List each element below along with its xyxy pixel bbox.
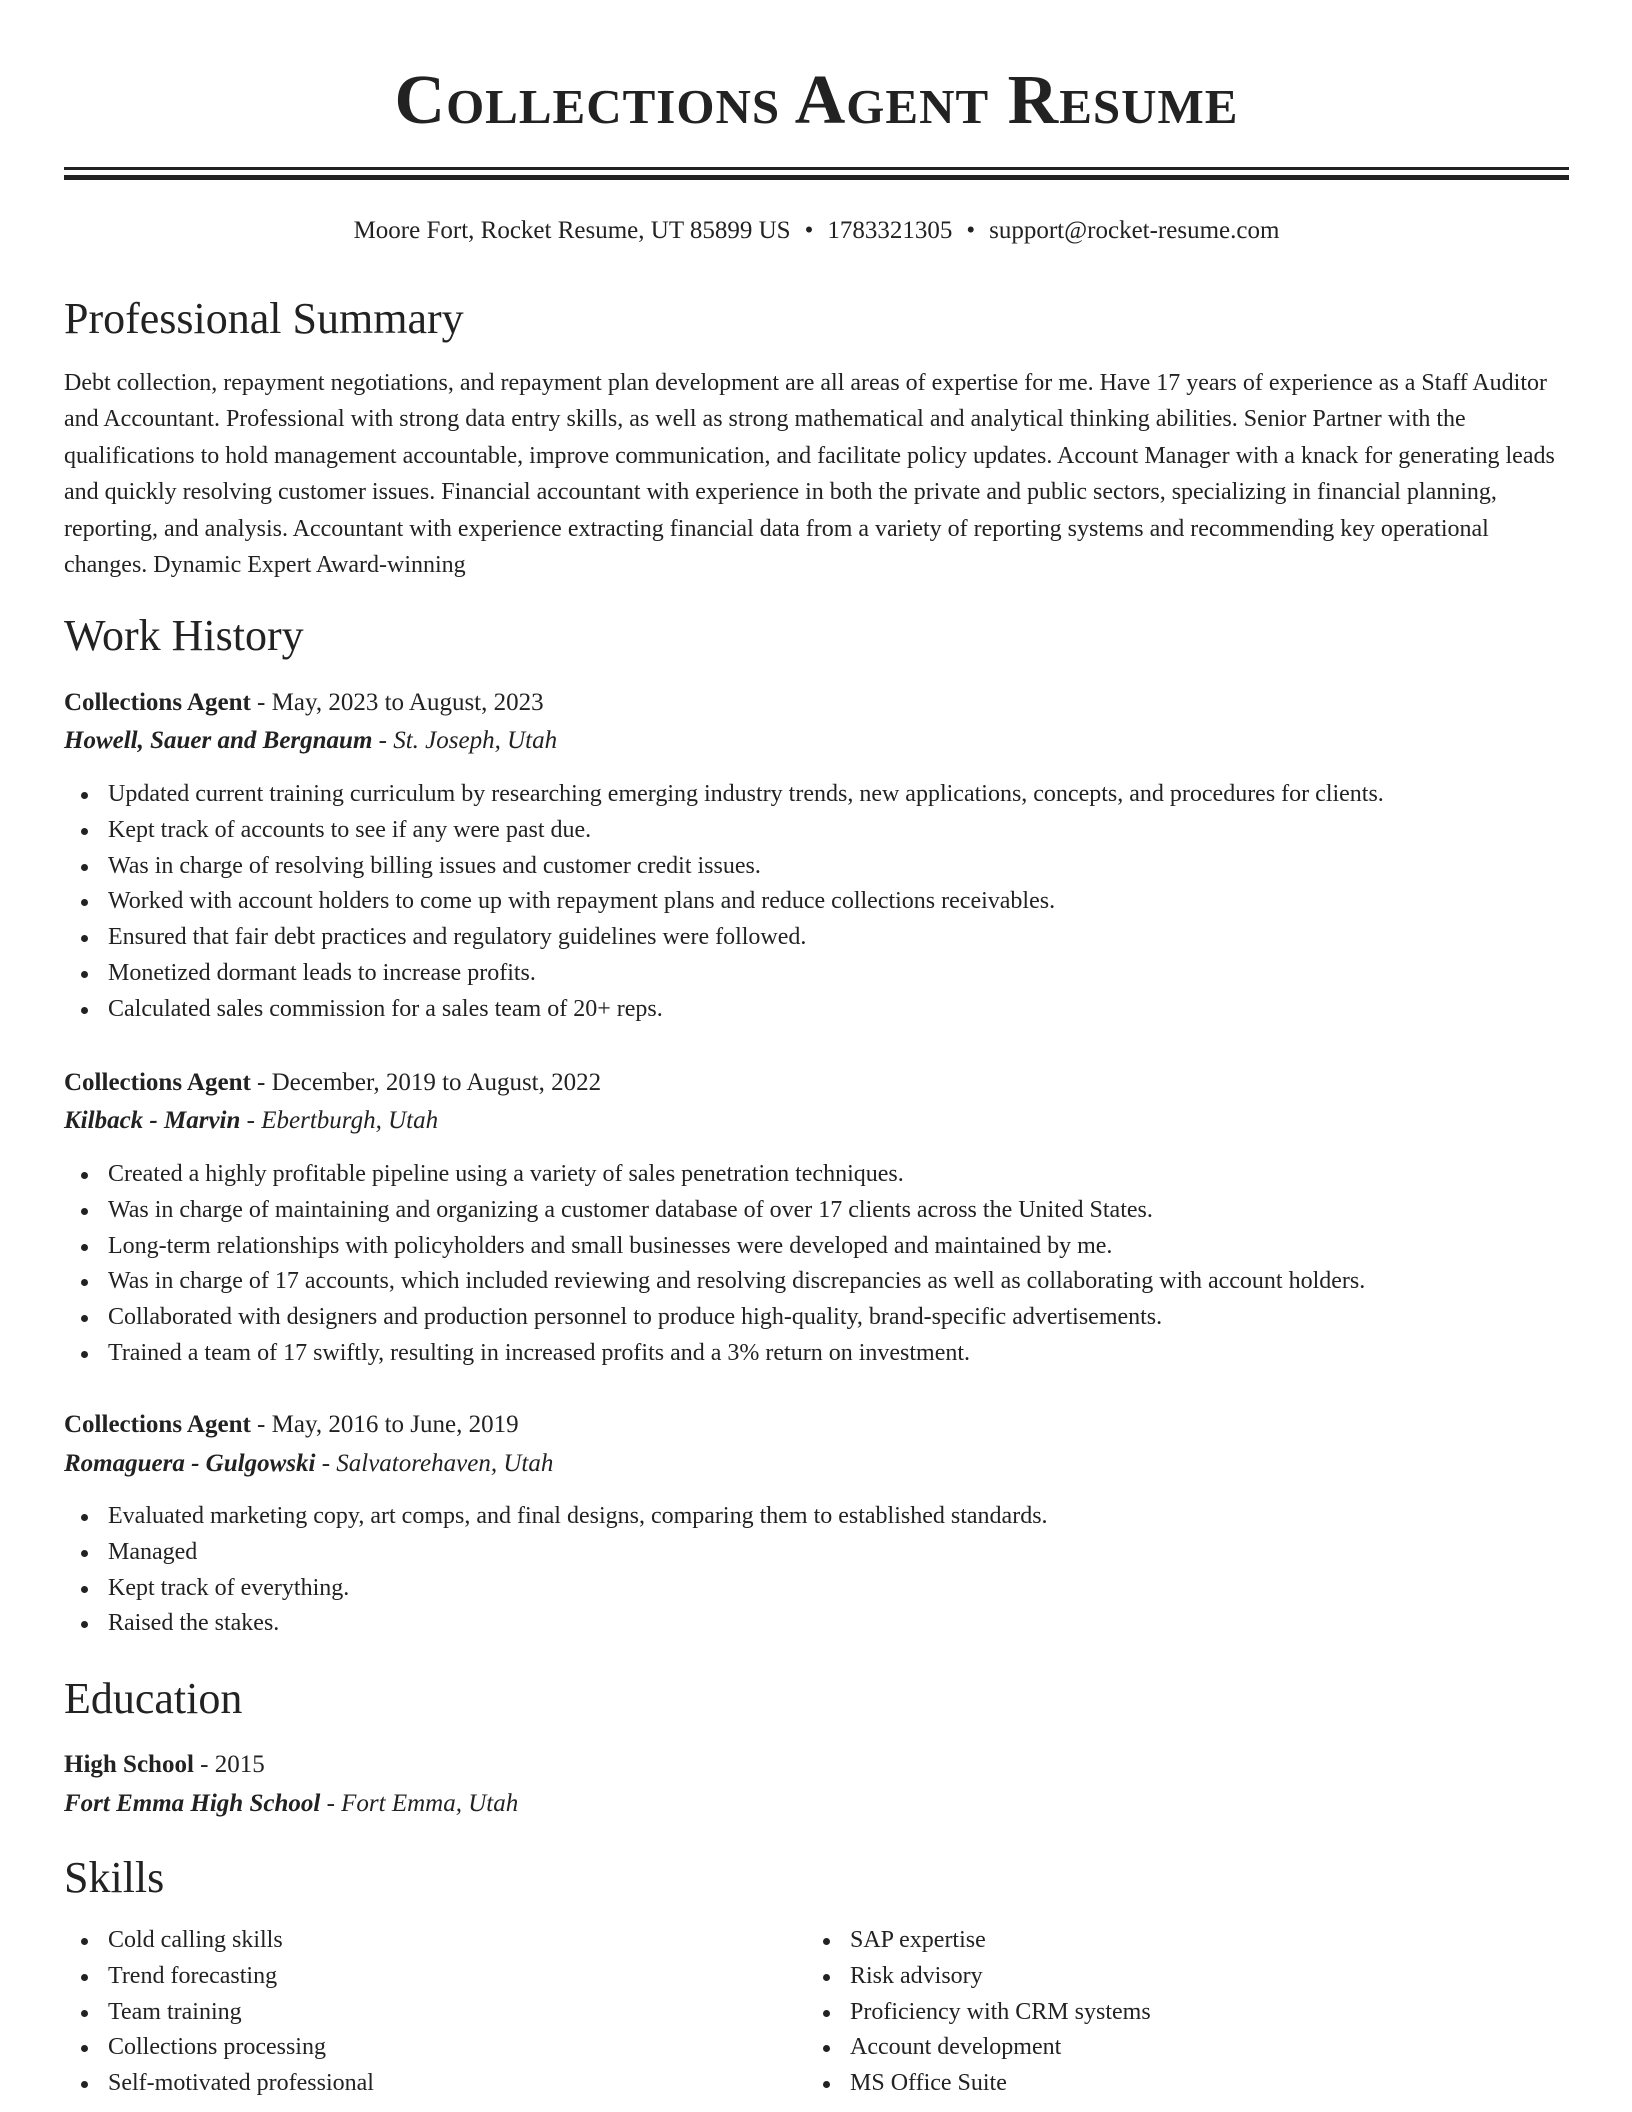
contact-phone: 1783321305	[827, 217, 953, 244]
job-title-line	[64, 1408, 519, 1442]
skill-item: Collections processing	[64, 2030, 764, 2066]
contact-address: Moore Fort, Rocket Resume, UT 85899 US	[353, 217, 791, 244]
list-item: Was in charge of resolving billing issues and customer credit issues.	[64, 849, 1384, 885]
skill-item: Account development	[806, 2030, 1506, 2066]
list-item: Collaborated with designers and production personnel to produce high-quality, brand-specific advertisements.	[64, 1300, 1365, 1336]
skill-item: SAP expertise	[806, 1923, 1506, 1959]
skills-list-right	[806, 1923, 1506, 2102]
skill-item: Team training	[64, 1995, 764, 2031]
list-item: Worked with account holders to come up with repayment plans and reduce collections receivables.	[64, 884, 1384, 920]
skill-item: MS Office Suite	[806, 2066, 1506, 2102]
job-company-line	[64, 1447, 553, 1481]
job-bullet-list	[64, 1499, 1048, 1642]
list-item: Monetized dormant leads to increase profits.	[64, 956, 1384, 992]
job-location: - St. Joseph, Utah	[372, 727, 558, 754]
job-title-line	[64, 1066, 601, 1100]
job-role: Collections Agent	[64, 689, 251, 716]
job-company-line	[64, 724, 557, 758]
skills-heading: Skills	[64, 1853, 165, 1902]
education-year: - 2015	[193, 1751, 265, 1778]
education-school-line	[64, 1787, 518, 1821]
job-location: - Ebertburgh, Utah	[240, 1107, 439, 1134]
job-dates: - December, 2019 to August, 2022	[250, 1069, 602, 1096]
list-item: Created a highly profitable pipeline using a variety of sales penetration techniques.	[64, 1157, 1365, 1193]
summary-text: Debt collection, repayment negotiations, and repayment plan development are all areas of expertise for me. Have 17 years of experience as a Staff Auditor and Accountant. Professional with strong data entry skills, as well as strong mathematical and analytical thinking abilities. Senior Partner with the qualifications to hold management accountable, improve communication, and facilitate policy updates. Account Manager with a knack for generating leads and quickly resolving customer issues. Financial accountant with experience in both the private and public sectors, specializing in financial planning, reporting, and analysis. Accountant with experience extracting financial data from a variety of reporting systems and recommending key operational changes. Dynamic Expert Award-winning	[64, 370, 1555, 579]
job-role: Collections Agent	[64, 1411, 251, 1438]
job-company: Romaguera - Gulgowski	[64, 1450, 316, 1477]
education-heading: Education	[64, 1674, 243, 1723]
list-item: Was in charge of maintaining and organizing a customer database of over 17 clients across the United States.	[64, 1193, 1365, 1229]
list-item: Trained a team of 17 swiftly, resulting in increased profits and a 3% return on investment.	[64, 1336, 1365, 1372]
job-location: - Salvatorehaven, Utah	[315, 1450, 554, 1477]
contact-line	[64, 214, 1569, 248]
list-item: Long-term relationships with policyholders and small businesses were developed and maintained by me.	[64, 1229, 1365, 1265]
list-item: Was in charge of 17 accounts, which included reviewing and resolving discrepancies as well as collaborating with account holders.	[64, 1264, 1365, 1300]
summary-heading: Professional Summary	[64, 294, 464, 343]
job-role: Collections Agent	[64, 1069, 251, 1096]
education-location: - Fort Emma, Utah	[320, 1790, 519, 1817]
job-company: Howell, Sauer and Bergnaum	[64, 727, 373, 754]
job-company: Kilback - Marvin	[64, 1107, 241, 1134]
list-item: Calculated sales commission for a sales team of 20+ reps.	[64, 992, 1384, 1028]
job-bullet-list	[64, 1157, 1365, 1372]
title-divider-bottom	[64, 175, 1569, 180]
education-degree: High School	[64, 1751, 194, 1778]
education-school: Fort Emma High School	[64, 1790, 321, 1817]
contact-email: support@rocket-resume.com	[989, 217, 1280, 244]
work-history-heading: Work History	[64, 611, 304, 660]
resume-page	[64, 0, 1569, 2097]
skill-item: Proficiency with CRM systems	[806, 1995, 1506, 2031]
skill-item: Trend forecasting	[64, 1959, 764, 1995]
job-dates: - May, 2016 to June, 2019	[250, 1411, 519, 1438]
skills-list-left	[64, 1923, 764, 2102]
title-divider-top	[64, 167, 1569, 170]
list-item: Kept track of accounts to see if any were past due.	[64, 813, 1384, 849]
contact-separator: •	[966, 217, 976, 244]
job-company-line	[64, 1104, 438, 1138]
list-item: Updated current training curriculum by researching emerging industry trends, new applications, concepts, and procedures for clients.	[64, 777, 1384, 813]
job-title-line	[64, 686, 544, 720]
list-item: Managed	[64, 1535, 1048, 1571]
job-dates: - May, 2023 to August, 2023	[250, 689, 544, 716]
skill-item: Cold calling skills	[64, 1923, 764, 1959]
skill-item: Self-motivated professional	[64, 2066, 764, 2102]
job-bullet-list	[64, 777, 1384, 1028]
education-degree-line	[64, 1748, 265, 1782]
list-item: Ensured that fair debt practices and regulatory guidelines were followed.	[64, 920, 1384, 956]
list-item: Kept track of everything.	[64, 1571, 1048, 1607]
skill-item: Risk advisory	[806, 1959, 1506, 1995]
list-item: Evaluated marketing copy, art comps, and final designs, comparing them to established standards.	[64, 1499, 1048, 1535]
resume-title: Collections Agent Resume	[394, 62, 1239, 139]
list-item: Raised the stakes.	[64, 1606, 1048, 1642]
contact-separator: •	[804, 217, 814, 244]
